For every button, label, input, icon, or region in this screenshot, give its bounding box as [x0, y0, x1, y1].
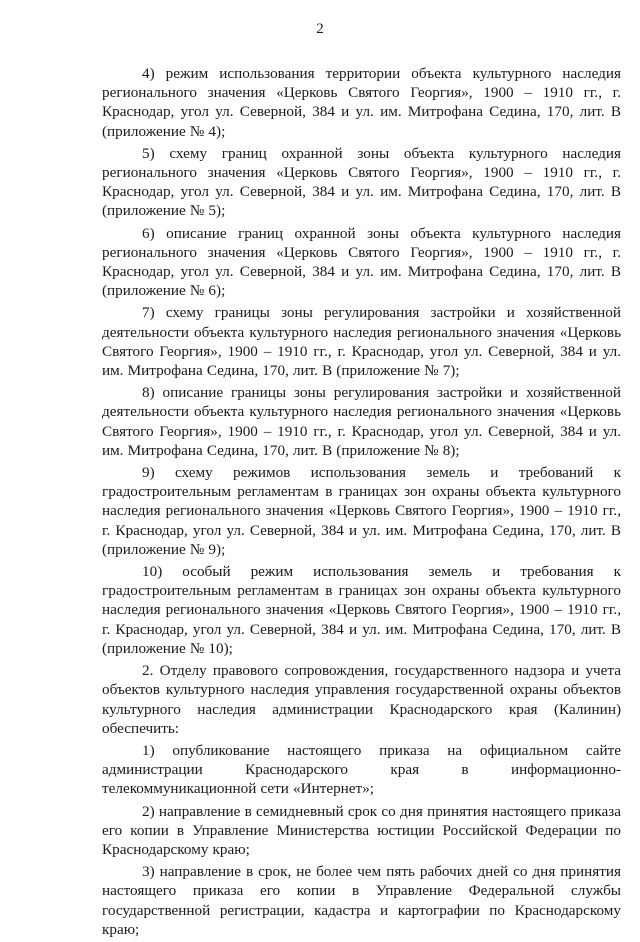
paragraph-item-5: 5) схему границ охранной зоны объекта культурного наследия регионального значения «Церковь Святого Георгия», 1900 – 1910 гг., г. Краснодар, угол ул. Северной, 384 и ул. им. Митрофана Седина, 170, лит. В (приложение № 5);	[102, 144, 621, 220]
paragraph-subitem-1: 1) опубликование настоящего приказа на официальном сайте администрации Краснодарского края в информационно-телекоммуникационной сети «Интернет»;	[102, 741, 621, 798]
paragraph-item-4: 4) режим использования территории объекта культурного наследия регионального значения «Церковь Святого Георгия», 1900 – 1910 гг., г. Краснодар, угол ул. Северной, 384 и ул. им. Митрофана Седина, 170, лит. В (приложение № 4);	[102, 65, 621, 140]
paragraph-item-7: 7) схему границы зоны регулирования застройки и хозяйственной деятельности объекта культурного наследия регионального значения «Церковь Святого Георгия», 1900 – 1910 гг., г. Краснодар, угол ул. Северной, 384 и ул. им. Митрофана Седина, 170, лит. В (приложение № 7);	[102, 304, 621, 380]
paragraph-subitem-2: 2) направление в семидневный срок со дня принятия настоящего приказа его копии в Управление Министерства юстиции Российской Федерации по Краснодарскому краю;	[102, 802, 621, 858]
paragraph-item-8: 8) описание границы зоны регулирования застройки и хозяйственной деятельности объекта культурного наследия регионального значения «Церковь Святого Георгия», 1900 – 1910 гг., г. Краснодар, угол ул. Северной, 384 и ул. им. Митрофана Седина, 170, лит. В (приложение № 8);	[102, 384, 621, 459]
paragraph-section-2: 2. Отделу правового сопровождения, государственного надзора и учета объектов культурного наследия управления государственной охраны объектов культурного наследия администрации Краснодарского края (Калинин) обеспечить:	[102, 662, 621, 737]
paragraph-item-9: 9) схему режимов использования земель и требований к градостроительным регламентам в границах зон охраны объекта культурного наследия регионального значения «Церковь Святого Георгия», 1900 – 1910 гг., г. Краснодар, угол ул. Северной, 384 и ул. им. Митрофана Седина, 170, лит. В (приложение № 9);	[102, 464, 621, 558]
paragraph-item-10: 10) особый режим использования земель и требования к градостроительным регламентам в границах зон охраны объекта культурного наследия регионального значения «Церковь Святого Георгия», 1900 – 1910 гг., г. Краснодар, угол ул. Северной, 384 и ул. им. Митрофана Седина, 170, лит. В (приложение № 10);	[102, 563, 621, 657]
paragraph-subitem-3: 3) направление в срок, не более чем пять рабочих дней со дня принятия настоящего приказа его копии в Управление Федеральной службы государственной регистрации, кадастра и картографии по Краснодарскому краю;	[102, 863, 621, 938]
document-body	[102, 64, 621, 942]
paragraph-item-6: 6) описание границ охранной зоны объекта культурного наследия регионального значения «Церковь Святого Георгия», 1900 – 1910 гг., г. Краснодар, угол ул. Северной, 384 и ул. им. Митрофана Седина, 170, лит. В (приложение № 6);	[102, 224, 621, 300]
page-number: 2	[316, 21, 324, 37]
